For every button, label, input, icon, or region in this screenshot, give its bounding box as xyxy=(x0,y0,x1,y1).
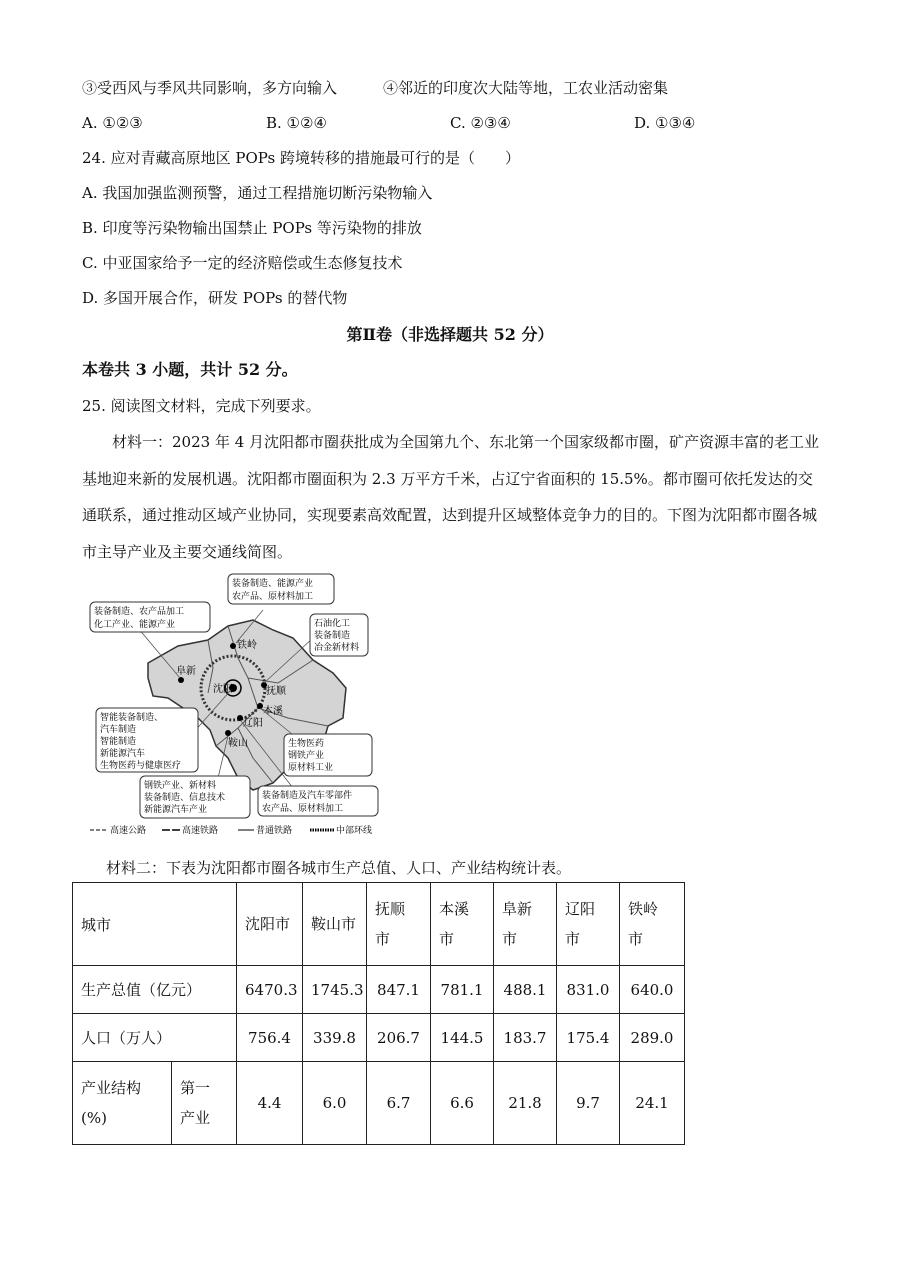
table-cell: 6.7 xyxy=(367,1062,431,1145)
label-gdp: 生产总值（亿元） xyxy=(73,966,237,1014)
svg-text:装备制造及汽车零部件: 装备制造及汽车零部件 xyxy=(262,791,353,801)
city-label-fushun: 抚顺 xyxy=(266,686,286,697)
table-row-primary-industry xyxy=(73,1062,685,1145)
table-cell: 756.4 xyxy=(237,1014,303,1062)
q23-choice-d: D. ①③④ xyxy=(634,114,696,132)
svg-text:农产品、原材料加工: 农产品、原材料加工 xyxy=(262,804,344,814)
table-cell: 6.6 xyxy=(431,1062,494,1145)
q24-option-b: B. 印度等污染物输出国禁止 POPs 等污染物的排放 xyxy=(82,219,422,237)
header-city-7: 铁岭 市 xyxy=(620,883,685,966)
header-city-3: 抚顺 市 xyxy=(367,883,431,966)
svg-text:钢铁产业: 钢铁产业 xyxy=(288,751,325,761)
table-cell: 289.0 xyxy=(620,1014,685,1062)
q24-stem: 24. 应对青藏高原地区 POPs 跨境转移的措施最可行的是（ ） xyxy=(82,149,520,167)
city-dot-tieling xyxy=(230,643,236,649)
table-cell: 175.4 xyxy=(557,1014,620,1062)
city-label-tieling: 铁岭 xyxy=(237,640,257,651)
section-note: 本卷共 3 小题，共计 52 分。 xyxy=(82,360,298,379)
section-title: 第Ⅱ卷（非选择题共 52 分） xyxy=(346,325,554,344)
table-cell: 1745.3 xyxy=(303,966,367,1014)
table-cell: 6470.3 xyxy=(237,966,303,1014)
q24-option-d: D. 多国开展合作，研发 POPs 的替代物 xyxy=(82,289,348,307)
city-label-anshan: 鞍山 xyxy=(228,738,248,749)
svg-text:生物医药: 生物医药 xyxy=(288,739,325,749)
city-label-shenyang: 沈阳 xyxy=(213,684,233,695)
svg-text:冶金新材料: 冶金新材料 xyxy=(314,643,360,653)
svg-text:装备制造、信息技术: 装备制造、信息技术 xyxy=(144,793,226,803)
label-industry-structure: 产业结构 (%) xyxy=(73,1062,172,1145)
table-row-gdp xyxy=(73,966,685,1014)
city-label-fuxin: 阜新 xyxy=(176,666,196,677)
q24-option-a: A. 我国加强监测预警，通过工程措施切断污染物输入 xyxy=(82,184,433,202)
material-1: 材料一：2023 年 4 月沈阳都市圈获批成为全国第九个、东北第一个国家级都市圈，矿产资源丰富的老工业基地迎来新的发展机遇。沈阳都市圈面积为 2.3 万平方千米，占辽宁省面积的 15.5%。都市圈可依托发达的交通联系，通过推动区域产业协同，实现要素高效配置，达到提升区域整体竞争力的目的。下图为沈阳都市圈各城市主导产业及主要交通线简图。 xyxy=(82,433,820,561)
material-2: 材料二：下表为沈阳都市圈各城市生产总值、人口、产业结构统计表。 xyxy=(106,859,572,877)
table-cell: 9.7 xyxy=(557,1062,620,1145)
table-cell: 24.1 xyxy=(620,1062,685,1145)
box-liaoyang xyxy=(258,786,378,816)
svg-text:普通铁路: 普通铁路 xyxy=(256,826,293,836)
city-dot-anshan xyxy=(225,730,231,736)
stats-table xyxy=(72,882,685,1145)
svg-text:生物医药与健康医疗: 生物医药与健康医疗 xyxy=(100,761,182,771)
table-cell: 21.8 xyxy=(494,1062,557,1145)
table-cell: 4.4 xyxy=(237,1062,303,1145)
header-city-6: 辽阳 市 xyxy=(557,883,620,966)
table-cell: 339.8 xyxy=(303,1014,367,1062)
header-city-2: 鞍山市 xyxy=(303,883,367,966)
table-cell: 847.1 xyxy=(367,966,431,1014)
table-cell: 640.0 xyxy=(620,966,685,1014)
table-cell: 183.7 xyxy=(494,1014,557,1062)
table-cell: 831.0 xyxy=(557,966,620,1014)
table-row-header xyxy=(73,883,685,966)
city-dot-fuxin xyxy=(178,677,184,683)
svg-text:石油化工: 石油化工 xyxy=(314,619,351,629)
box-benxi xyxy=(284,734,372,776)
header-city-5: 阜新 市 xyxy=(494,883,557,966)
map-legend xyxy=(90,824,372,836)
svg-text:中部环线: 中部环线 xyxy=(336,826,373,836)
header-city-4: 本溪 市 xyxy=(431,883,494,966)
svg-text:高速公路: 高速公路 xyxy=(110,826,147,836)
q23-choice-a: A. ①②③ xyxy=(82,114,143,132)
city-label-liaoyang: 辽阳 xyxy=(243,718,263,729)
box-fuxin xyxy=(90,602,210,632)
svg-text:装备制造: 装备制造 xyxy=(314,631,351,641)
svg-text:化工产业、能源产业: 化工产业、能源产业 xyxy=(94,620,176,630)
table-cell: 6.0 xyxy=(303,1062,367,1145)
svg-text:汽车制造: 汽车制造 xyxy=(100,725,137,735)
svg-text:新能源汽车产业: 新能源汽车产业 xyxy=(144,805,208,815)
svg-text:智能装备制造、: 智能装备制造、 xyxy=(100,713,164,723)
label-population: 人口（万人） xyxy=(73,1014,237,1062)
svg-text:钢铁产业、新材料: 钢铁产业、新材料 xyxy=(144,781,217,791)
table-cell: 488.1 xyxy=(494,966,557,1014)
table-row-population xyxy=(73,1014,685,1062)
q23-choice-c: C. ②③④ xyxy=(450,114,511,132)
q24-option-c: C. 中亚国家给予一定的经济赔偿或生态修复技术 xyxy=(82,254,403,272)
shenyang-metro-map xyxy=(88,568,388,838)
svg-text:原材料工业: 原材料工业 xyxy=(288,763,334,773)
q23-option-4: ④邻近的印度次大陆等地，工农业活动密集 xyxy=(383,79,669,97)
svg-text:农产品、原材料加工: 农产品、原材料加工 xyxy=(232,592,314,602)
svg-text:装备制造、能源产业: 装备制造、能源产业 xyxy=(232,579,314,589)
svg-text:高速铁路: 高速铁路 xyxy=(182,826,219,836)
box-shenyang xyxy=(96,708,198,772)
box-fushun xyxy=(310,614,368,656)
q25-stem: 25. 阅读图文材料，完成下列要求。 xyxy=(82,397,321,415)
table-cell: 206.7 xyxy=(367,1014,431,1062)
table-cell: 144.5 xyxy=(431,1014,494,1062)
svg-text:智能制造: 智能制造 xyxy=(100,737,137,747)
box-anshan xyxy=(140,776,250,818)
svg-text:装备制造、农产品加工: 装备制造、农产品加工 xyxy=(94,607,185,617)
q23-option-3: ③受西风与季风共同影响，多方向输入 xyxy=(82,79,338,97)
box-tieling xyxy=(228,574,334,604)
header-city: 城市 xyxy=(73,883,237,966)
header-city-1: 沈阳市 xyxy=(237,883,303,966)
table-cell: 781.1 xyxy=(431,966,494,1014)
svg-text:新能源汽车: 新能源汽车 xyxy=(100,749,146,759)
city-label-benxi: 本溪 xyxy=(263,706,283,717)
label-primary-industry: 第一 产业 xyxy=(172,1062,237,1145)
q23-choice-b: B. ①②④ xyxy=(266,114,327,132)
